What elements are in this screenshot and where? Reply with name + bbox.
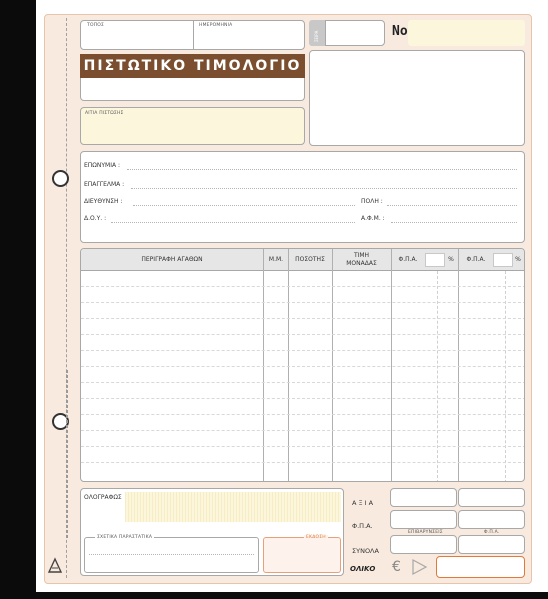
value-field-1[interactable]	[390, 488, 457, 507]
description-header: ΠΕΡΙΓΡΑΦΗ ΑΓΑΘΩΝ	[141, 256, 203, 263]
table-row-line	[81, 430, 525, 431]
profession-label: ΕΠΑΓΓΕΛΜΑ :	[84, 181, 125, 188]
series-tab	[309, 20, 325, 46]
vat1-percent: %	[448, 256, 454, 263]
vat2-percent: %	[515, 256, 521, 263]
table-row-line	[81, 382, 525, 383]
vat-small-label: Φ.Π.Α.	[484, 530, 500, 535]
unit-price-header-line2: ΜΟΝΑΔΑΣ	[346, 260, 377, 267]
vat1-header: Φ.Π.Α.	[398, 256, 418, 263]
tax-office-field[interactable]	[111, 222, 355, 223]
vat1-rate-field[interactable]	[425, 253, 445, 267]
table-row-line	[81, 366, 525, 367]
vat-number-field[interactable]	[391, 222, 517, 223]
table-row-line	[81, 286, 525, 287]
charges-label: ΕΠΙΒΑΡΥΝΣΕΙΣ	[408, 530, 443, 535]
totals-label: ΣΥΝΟΛΑ	[352, 547, 379, 555]
series-label: ΣΕΙΡΑ	[314, 30, 319, 42]
issue-label: ΕΚΔΟΣΗ	[306, 535, 326, 540]
publisher-logo	[47, 556, 63, 574]
place-date-divider	[193, 21, 194, 49]
number-label: No	[392, 24, 408, 39]
grand-total-label: ΟΛΙΚΟ	[350, 565, 376, 573]
vat-field-1[interactable]	[390, 510, 457, 529]
profession-field[interactable]	[131, 188, 517, 189]
euro-icon: €	[392, 559, 401, 575]
stamp-area	[309, 50, 525, 146]
date-field[interactable]	[197, 27, 302, 47]
address-field[interactable]	[133, 205, 355, 206]
totals-field-1[interactable]	[390, 535, 457, 554]
company-name-field[interactable]	[127, 169, 517, 170]
vat-number-label: Α.Φ.Μ. :	[361, 215, 385, 222]
company-name-label: ΕΠΩΝΥΜΙΑ :	[84, 162, 121, 169]
items-table	[80, 248, 525, 482]
customer-box	[80, 151, 525, 243]
vat-total-label: Φ.Π.Α.	[352, 522, 373, 530]
table-row-line	[81, 334, 525, 335]
document-title: ΠΙΣΤΩΤΙΚΟ ΤΙΜΟΛΟΓΙΟ	[80, 54, 305, 78]
address-label: ΔΙΕΥΘΥΝΣΗ :	[84, 198, 123, 205]
arrow-right-icon	[410, 558, 430, 576]
credit-reason-field[interactable]	[85, 118, 300, 142]
related-docs-box	[84, 537, 259, 573]
credit-reason-label: ΑΙΤΙΑ ΠΙΣΤΩΣΗΣ	[85, 111, 124, 116]
tax-office-label: Δ.Ο.Υ. :	[84, 215, 107, 222]
value-label: Α Ξ Ι Α	[352, 499, 374, 507]
table-row-line	[81, 398, 525, 399]
amount-in-words-label: ΟΛΟΓΡΑΦΩΣ	[84, 494, 122, 501]
unit-header: Μ.Μ.	[268, 256, 284, 263]
table-row-line	[81, 414, 525, 415]
table-row-line	[81, 462, 525, 463]
series-field[interactable]	[325, 20, 385, 46]
grand-total-field[interactable]	[436, 556, 525, 578]
title-subbox	[80, 78, 305, 101]
table-row-line	[81, 446, 525, 447]
vat2-header: Φ.Π.Α.	[466, 256, 486, 263]
value-field-2[interactable]	[458, 488, 525, 507]
vat2-rate-field[interactable]	[493, 253, 513, 267]
related-docs-field[interactable]	[89, 554, 254, 555]
unit-price-header-line1: ΤΙΜΗ	[353, 252, 370, 259]
printer-imprint-text	[64, 370, 70, 550]
table-row-line	[81, 318, 525, 319]
city-field[interactable]	[387, 205, 517, 206]
place-label: ΤΟΠΟΣ	[87, 23, 105, 28]
table-row-line	[81, 350, 525, 351]
date-label: ΗΜΕΡΟΜΗΝΙΑ	[199, 23, 233, 28]
table-row-line	[81, 302, 525, 303]
binding-strip	[0, 0, 36, 599]
city-label: ΠΟΛΗ :	[361, 198, 383, 205]
issue-box[interactable]	[263, 537, 341, 573]
quantity-header: ΠΟΣΟΤΗΣ	[295, 256, 325, 263]
binding-hole-top	[52, 170, 69, 187]
footer-left-box	[80, 488, 344, 576]
vat-field-2[interactable]	[458, 510, 525, 529]
totals-field-2[interactable]	[458, 535, 525, 554]
amount-in-words-field[interactable]	[125, 492, 341, 522]
number-field[interactable]	[408, 20, 525, 46]
credit-reason-box	[80, 107, 305, 145]
place-date-box	[80, 20, 305, 50]
related-docs-label: ΣΧΕΤΙΚΑ ΠΑΡΑΣΤΑΤΙΚΑ	[97, 535, 153, 540]
place-field[interactable]	[85, 27, 191, 47]
